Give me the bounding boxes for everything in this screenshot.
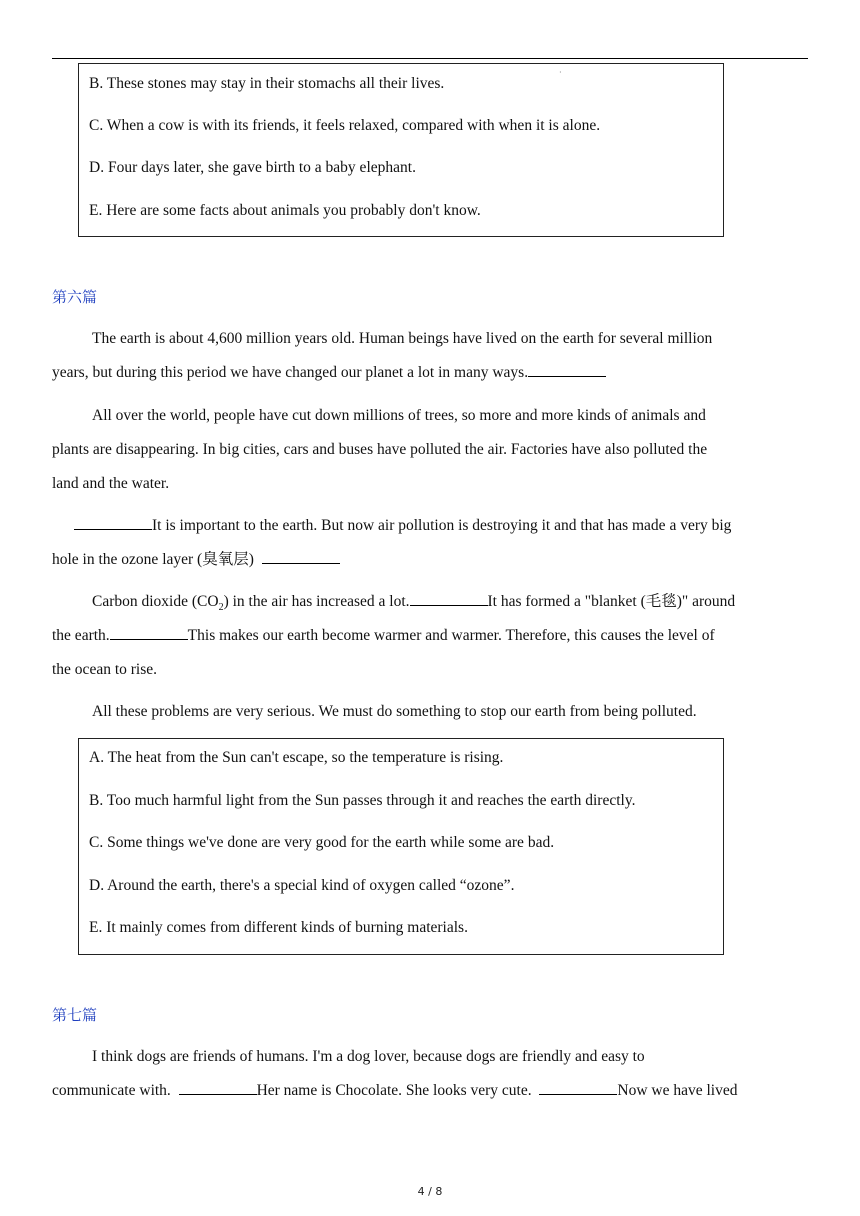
text-span: This makes our earth become warmer and warmer. Therefore, this causes the level of — [187, 627, 715, 644]
text-line: All these problems are very serious. We must do something to stop our earth from being polluted. — [92, 703, 697, 720]
s7-paragraph-1 — [52, 1040, 812, 1108]
answer-blank — [110, 624, 188, 640]
text-line — [52, 509, 812, 543]
s6-paragraph-3 — [52, 509, 812, 577]
answer-blank — [262, 548, 340, 564]
section-title-6: 第六篇 — [52, 288, 98, 306]
option-d: D. Four days later, she gave birth to a baby elephant. — [89, 159, 416, 176]
option-e: E. It mainly comes from different kinds of burning materials. — [89, 919, 468, 936]
text-line: the ocean to rise. — [52, 661, 158, 678]
text-line — [52, 619, 812, 653]
text-line: The earth is about 4,600 million years old. Human beings have lived on the earth for several million — [92, 330, 713, 347]
text-line — [52, 585, 812, 619]
text-line: land and the water. — [52, 475, 170, 492]
answer-blank — [74, 514, 152, 530]
text-span: Her name is Chocolate. She looks very cute. — [256, 1082, 532, 1099]
text-span: the earth. — [52, 627, 110, 644]
text-line: All over the world, people have cut down millions of trees, so more and more kinds of animals and — [92, 407, 706, 424]
option-b: B. Too much harmful light from the Sun passes through it and reaches the earth directly. — [89, 792, 636, 809]
answer-blank — [179, 1079, 257, 1095]
text-line: I think dogs are friends of humans. I'm a dog lover, because dogs are friendly and easy to — [92, 1048, 645, 1065]
option-a: A. The heat from the Sun can't escape, so the temperature is rising. — [89, 749, 504, 766]
subscript: 2 — [218, 602, 224, 614]
section-title-7: 第七篇 — [52, 1006, 98, 1024]
text-span: hole in the ozone layer (臭氧层) — [52, 551, 254, 568]
text-line — [52, 1074, 812, 1108]
text-span: Now we have lived — [617, 1082, 738, 1099]
text-line — [52, 543, 812, 577]
options-box-1 — [78, 63, 724, 237]
text-line — [52, 356, 812, 390]
option-b: B. These stones may stay in their stomachs all their lives. — [89, 75, 445, 92]
answer-blank — [528, 361, 606, 377]
text-span: years, but during this period we have changed our planet a lot in many ways. — [52, 364, 529, 381]
answer-blank — [410, 590, 488, 606]
option-c: C. Some things we've done are very good for the earth while some are bad. — [89, 834, 555, 851]
answer-blank — [539, 1079, 617, 1095]
header-rule — [52, 58, 808, 59]
s6-paragraph-1 — [52, 322, 812, 390]
text-span: It has formed a "blanket (毛毯)" around — [487, 593, 736, 610]
option-d: D. Around the earth, there's a special kind of oxygen called “ozone”. — [89, 877, 515, 894]
text-span: ) in the air has increased a lot. — [223, 593, 410, 610]
s6-paragraph-5 — [52, 695, 812, 729]
text-span: It is important to the earth. But now air pollution is destroying it and that has made a very big — [152, 517, 732, 534]
options-box-2 — [78, 738, 724, 955]
page-number: 4 / 8 — [417, 1185, 443, 1198]
option-c: C. When a cow is with its friends, it feels relaxed, compared with when it is alone. — [89, 117, 601, 134]
s6-paragraph-2 — [52, 399, 812, 501]
text-span: communicate with. — [52, 1082, 171, 1099]
text-line: plants are disappearing. In big cities, cars and buses have polluted the air. Factories have also polluted the — [52, 441, 708, 458]
text-span: Carbon dioxide (CO — [92, 593, 219, 610]
stray-dot: · — [559, 68, 562, 77]
option-e: E. Here are some facts about animals you probably don't know. — [89, 202, 481, 219]
s6-paragraph-4 — [52, 585, 812, 687]
